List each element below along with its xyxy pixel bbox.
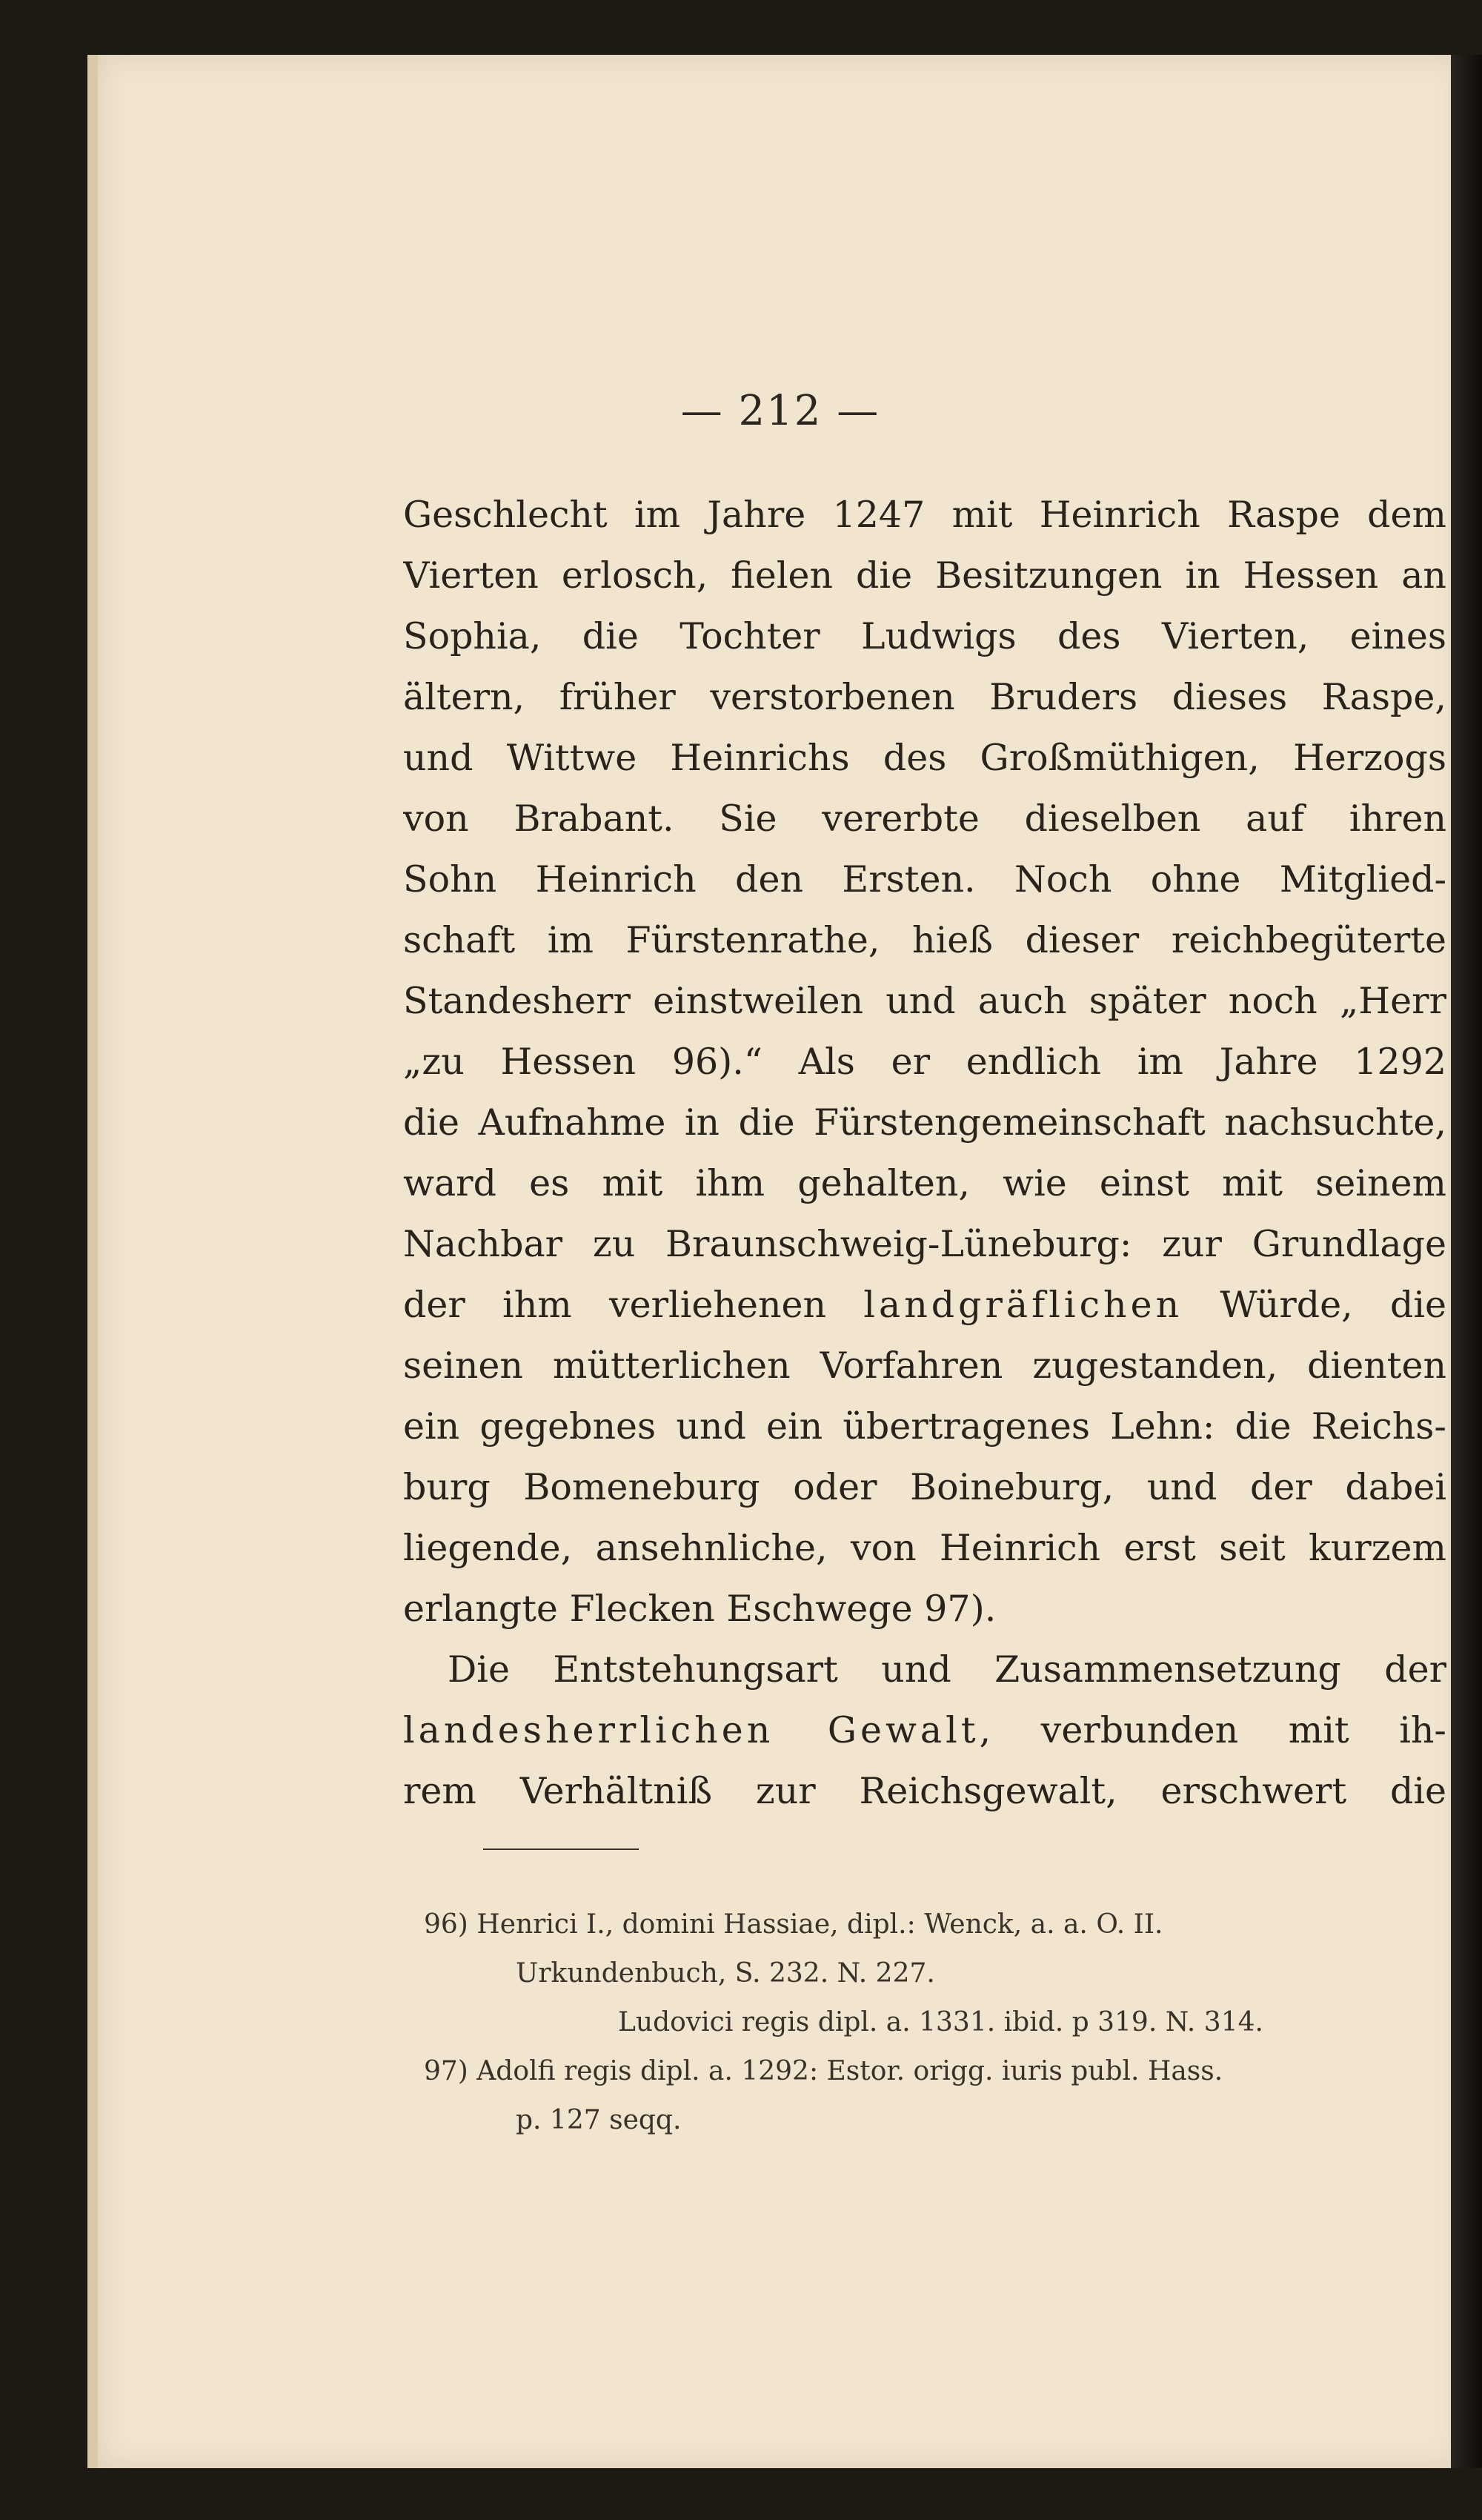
body-line: rem Verhältniß zur Reichsgewalt, erschwert die bbox=[403, 1770, 1446, 1812]
spaced-text: landesherrlichen Gewalt bbox=[403, 1709, 980, 1751]
body-line: ward es mit ihm gehalten, wie einst mit seinem bbox=[403, 1162, 1446, 1204]
footnote-96: 96) Henrici I., domini Hassiae, dipl.: Wenck, a. a. O. II. bbox=[424, 1909, 1163, 1940]
body-line: ältern, früher verstorbenen Bruders dieses Raspe, bbox=[403, 676, 1446, 718]
book-spine bbox=[1451, 55, 1482, 2468]
book-page bbox=[87, 55, 1463, 2468]
body-line: Standesherr einstweilen und auch später noch „Herr bbox=[403, 980, 1446, 1022]
footnotes bbox=[424, 1900, 1446, 2145]
line-text: Würde, die bbox=[1183, 1284, 1446, 1326]
body-line: und Wittwe Heinrichs des Großmüthigen, Herzogs bbox=[403, 737, 1446, 779]
body-line: „zu Hessen 96).“ Als er endlich im Jahre 1292 bbox=[403, 1041, 1446, 1083]
spaced-text: landgräflichen bbox=[863, 1284, 1183, 1326]
body-line: von Brabant. Sie vererbte dieselben auf ihren bbox=[403, 798, 1446, 840]
footnote-96-cont: Urkundenbuch, S. 232. N. 227. bbox=[516, 1958, 935, 1989]
footnote-divider bbox=[483, 1848, 639, 1850]
line-text: der ihm verliehenen bbox=[403, 1284, 864, 1326]
body-line: liegende, ansehnliche, von Heinrich erst seit kurzem bbox=[403, 1527, 1446, 1569]
body-line: erlangte Flecken Eschwege 97). bbox=[403, 1588, 997, 1630]
body-line: burg Bomeneburg oder Boineburg, und der dabei bbox=[403, 1466, 1446, 1508]
body-line: Geschlecht im Jahre 1247 mit Heinrich Raspe dem bbox=[403, 494, 1446, 536]
body-line: Sophia, die Tochter Ludwigs des Vierten, eines bbox=[403, 615, 1446, 657]
body-line: seinen mütterlichen Vorfahren zugestanden, dienten bbox=[403, 1344, 1446, 1387]
body-line: Sohn Heinrich den Ersten. Noch ohne Mitglied- bbox=[403, 858, 1446, 901]
footnote-97-cont: p. 127 seqq. bbox=[516, 2105, 682, 2135]
page-number: — 212 — bbox=[680, 387, 880, 435]
footnote-97: 97) Adolfi regis dipl. a. 1292: Estor. origg. iuris publ. Hass. bbox=[424, 2056, 1223, 2086]
body-line-spaced bbox=[403, 1275, 1446, 1336]
body-line: Die Entstehungsart und Zusammensetzung der bbox=[448, 1648, 1446, 1691]
body-line: schaft im Fürstenrathe, hieß dieser reichbegüterte bbox=[403, 919, 1446, 961]
body-text bbox=[403, 485, 1446, 1822]
body-line: ein gegebnes und ein übertragenes Lehn: die Reichs- bbox=[403, 1405, 1446, 1448]
body-line-spaced bbox=[403, 1700, 1446, 1761]
body-line: die Aufnahme in die Fürstengemeinschaft nachsuchte, bbox=[403, 1101, 1446, 1144]
body-line: Nachbar zu Braunschweig-Lüneburg: zur Grundlage bbox=[403, 1223, 1446, 1265]
line-text: , verbunden mit ih- bbox=[979, 1709, 1446, 1751]
body-line: Vierten erlosch, fielen die Besitzungen in Hessen an bbox=[403, 554, 1446, 597]
footnote-96-cont: Ludovici regis dipl. a. 1331. ibid. p 319. N. 314. bbox=[618, 2007, 1263, 2037]
